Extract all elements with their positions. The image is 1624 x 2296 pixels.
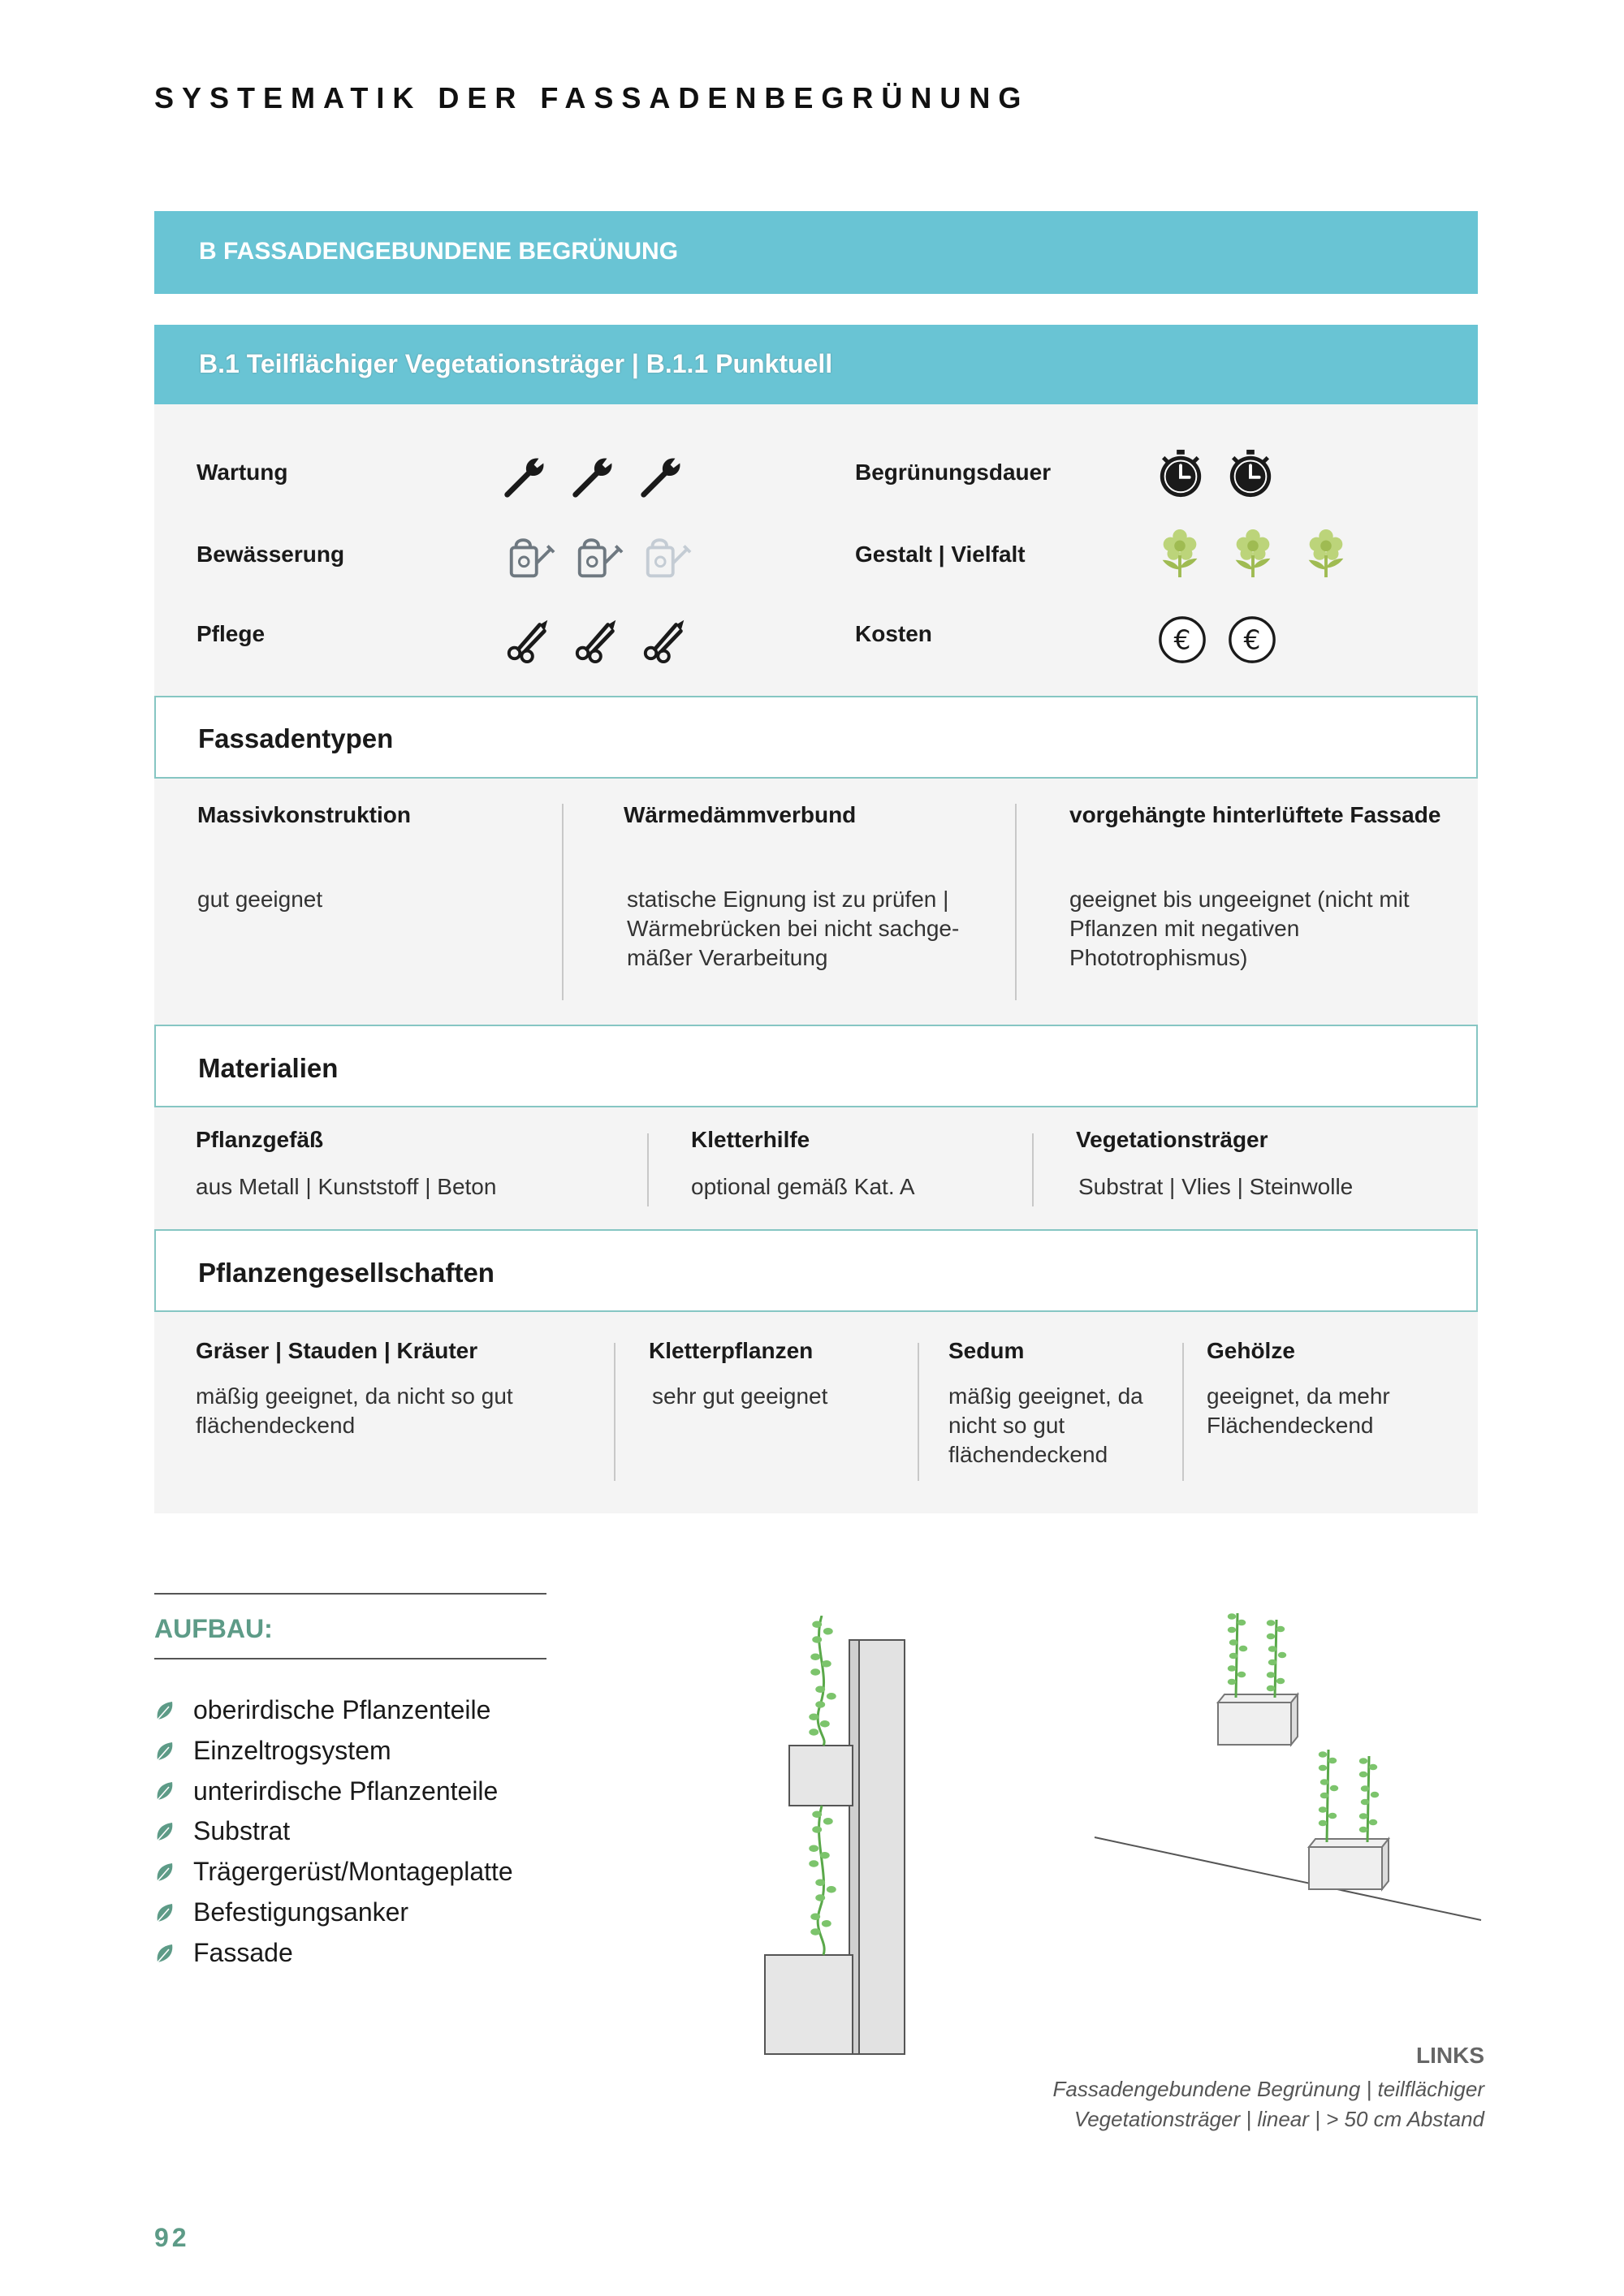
section-band-label: B FASSADENGEBUNDENE BEGRÜNUNG	[199, 238, 679, 265]
material-title: Vegetationsträger	[1076, 1127, 1268, 1152]
pflanzengesellschaft-title: Kletterpflanzen	[649, 1338, 814, 1363]
trellis-plants-upper	[1228, 1613, 1287, 1698]
rating-gestalt	[1155, 529, 1351, 579]
ground-line	[1095, 1837, 1481, 1920]
list-item	[154, 1690, 513, 1731]
rating-label-pflege: Pflege	[197, 621, 266, 646]
caption-text: Fassadengebundene Begrünung | teilflächiger Vegetationsträger | linear | > 50 cm Abstand	[1052, 2077, 1484, 2131]
column-divider	[614, 1343, 615, 1481]
pruning-shears-icon	[572, 614, 622, 664]
subsection-band-label: B.1 Teilflächiger Vegetationsträger | B.1.1 Punktuell	[199, 349, 833, 378]
material-text: aus Metall | Kunststoff | Beton	[196, 1174, 497, 1199]
watering-can-icon	[641, 532, 692, 582]
flower-icon	[1155, 529, 1205, 579]
aufbau-title: AUFBAU:	[154, 1614, 273, 1643]
trough-lower	[765, 1955, 853, 2054]
pruning-shears-icon	[503, 614, 554, 664]
wrench-icon	[499, 451, 550, 501]
page-heading: SYSTEMATIK DER FASSADENBEGRÜNUNG	[154, 81, 1030, 114]
leaf-icon	[154, 1780, 175, 1802]
rating-label-wartung: Wartung	[197, 460, 288, 485]
section-band	[154, 211, 1478, 294]
fassadentyp-text: statische Eignung ist zu prüfen | Wärmebrücken bei nicht sachge-mäßer Verarbeitung	[627, 887, 960, 970]
list-item-label: Befestigungsanker	[193, 1897, 409, 1927]
pflanzengesellschaft-title: Gehölze	[1207, 1338, 1295, 1363]
fassadentypen-title: Fassadentypen	[198, 723, 394, 753]
list-item	[154, 1772, 513, 1812]
wrench-icon	[636, 451, 686, 501]
rating-label-bewaesserung: Bewässerung	[197, 542, 345, 567]
pflanzengesellschaft-text: sehr gut geeignet	[652, 1383, 828, 1409]
subsection-band	[154, 325, 1478, 404]
euro-coin-icon	[1227, 615, 1277, 665]
leaf-icon	[154, 1943, 175, 1964]
column-divider	[562, 804, 564, 1000]
pflanzengesellschaft-title: Sedum	[948, 1338, 1025, 1363]
trellis-plants-lower	[1319, 1750, 1380, 1842]
column-divider	[1182, 1343, 1184, 1481]
pflanzengesellschaft-text: geeignet, da mehr Flächendeckend	[1207, 1383, 1390, 1438]
column-divider	[1015, 804, 1017, 1000]
column-divider	[1032, 1133, 1034, 1206]
fassadentyp-title: Massivkonstruktion	[197, 802, 411, 827]
leaf-icon	[154, 1741, 175, 1762]
flower-icon	[1228, 529, 1278, 579]
trough-box-lower	[1309, 1839, 1389, 1889]
list-item-label: Substrat	[193, 1816, 291, 1846]
rating-label-kosten: Kosten	[855, 621, 932, 646]
watering-can-icon	[505, 532, 555, 582]
section-drawing	[755, 1616, 942, 2070]
material-text: Substrat | Vlies | Steinwolle	[1078, 1174, 1354, 1199]
fassadentyp-text: gut geeignet	[197, 887, 323, 912]
list-item-label: Trägergerüst/Montageplatte	[193, 1857, 513, 1887]
pflanzengesellschaften-header	[154, 1229, 1478, 1312]
fassadentypen-header	[154, 696, 1478, 779]
materialien-title: Materialien	[198, 1053, 339, 1083]
rating-bewaesserung	[505, 532, 692, 582]
watering-can-icon	[573, 532, 624, 582]
stopwatch-icon	[1225, 448, 1276, 498]
pruning-shears-icon	[640, 614, 690, 664]
fassadentyp-title: Wärmedämmverbund	[624, 802, 857, 827]
wrench-icon	[568, 451, 618, 501]
list-item-label: Einzeltrogsystem	[193, 1735, 391, 1765]
aufbau-rule-top	[154, 1593, 546, 1595]
material-title: Kletterhilfe	[691, 1127, 810, 1152]
fassadentyp-text: geeignet bis ungeeignet (nicht mit Pflanzen mit negativen Phototrophismus)	[1069, 887, 1410, 970]
list-item-label: Fassade	[193, 1937, 293, 1967]
trough-upper	[789, 1746, 853, 1806]
flower-icon	[1301, 529, 1351, 579]
perspective-drawing	[1088, 1603, 1486, 1928]
column-divider	[647, 1133, 649, 1206]
rating-wartung	[499, 451, 686, 501]
column-divider	[918, 1343, 919, 1481]
list-item	[154, 1731, 513, 1772]
fassadentyp-title: vorgehängte hinterlüftete Fassade	[1069, 802, 1441, 827]
pflanzengesellschaft-title: Gräser | Stauden | Kräuter	[196, 1338, 478, 1363]
rating-pflege	[503, 614, 690, 664]
list-item-label: oberirdische Pflanzenteile	[193, 1695, 491, 1724]
materialien-header	[154, 1025, 1478, 1107]
pflanzengesellschaft-text: mäßig geeignet, da nicht so gut flächendeckend	[196, 1383, 513, 1438]
rating-label-begruenungsdauer: Begrünungsdauer	[855, 460, 1052, 485]
pflanzengesellschaften-title: Pflanzengesellschaften	[198, 1258, 495, 1288]
facade-wall	[859, 1640, 905, 2054]
leaf-icon	[154, 1700, 175, 1721]
rating-begruenungsdauer	[1155, 448, 1276, 498]
list-item-label: unterirdische Pflanzenteile	[193, 1776, 499, 1806]
material-title: Pflanzgefäß	[196, 1127, 324, 1152]
euro-coin-icon	[1157, 615, 1207, 665]
rating-kosten	[1157, 615, 1277, 665]
list-item	[154, 1811, 513, 1852]
stopwatch-icon	[1155, 448, 1206, 498]
leaf-icon	[154, 1821, 175, 1842]
page-number: 92	[154, 2223, 190, 2252]
material-text: optional gemäß Kat. A	[691, 1174, 915, 1199]
aufbau-rule-bottom	[154, 1658, 546, 1659]
trough-box-upper	[1218, 1694, 1298, 1745]
list-item	[154, 1933, 513, 1974]
leaf-icon	[154, 1902, 175, 1923]
rating-label-gestalt: Gestalt | Vielfalt	[855, 542, 1026, 567]
list-item	[154, 1892, 513, 1933]
pflanzengesellschaft-text: mäßig geeignet, da nicht so gut flächendeckend	[948, 1383, 1143, 1467]
leaf-icon	[154, 1862, 175, 1883]
list-item	[154, 1852, 513, 1892]
caption-title: LINKS	[1416, 2043, 1484, 2068]
aufbau-list	[154, 1690, 513, 1974]
